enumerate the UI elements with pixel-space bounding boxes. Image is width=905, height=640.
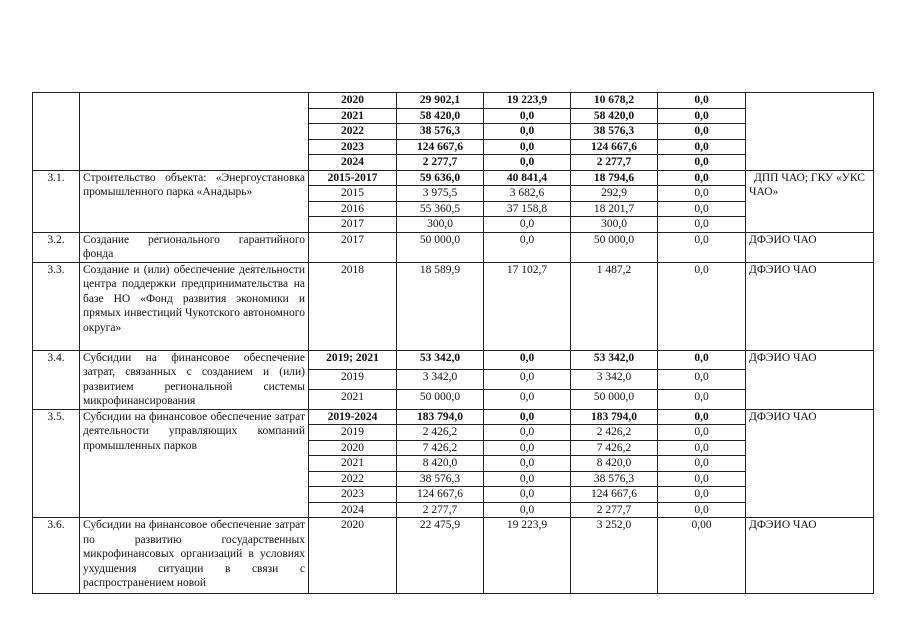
year-cell: 2018 bbox=[309, 262, 397, 350]
amount-cell: 2 426,2 bbox=[571, 425, 658, 441]
year-cell: 2020 bbox=[309, 93, 397, 109]
amount-cell: 0,0 bbox=[658, 170, 746, 186]
amount-cell: 40 841,4 bbox=[484, 170, 571, 186]
amount-cell: 0,0 bbox=[484, 232, 571, 262]
amount-cell: 1 487,2 bbox=[571, 262, 658, 350]
amount-cell: 0,0 bbox=[484, 108, 571, 124]
row-number: 3.2. bbox=[33, 232, 80, 262]
amount-cell: 37 158,8 bbox=[484, 201, 571, 217]
amount-cell: 50 000,0 bbox=[397, 389, 484, 409]
amount-cell: 0,0 bbox=[484, 139, 571, 155]
amount-cell: 292,9 bbox=[571, 186, 658, 202]
amount-cell: 38 576,3 bbox=[397, 124, 484, 140]
year-cell: 2019-2024 bbox=[309, 409, 397, 425]
amount-cell: 3 975,5 bbox=[397, 186, 484, 202]
year-cell: 2017 bbox=[309, 217, 397, 233]
amount-cell: 59 636,0 bbox=[397, 170, 484, 186]
year-cell: 2022 bbox=[309, 124, 397, 140]
amount-cell: 124 667,6 bbox=[571, 139, 658, 155]
executor: ДПП ЧАО; ГКУ «УКС ЧАО» bbox=[746, 170, 874, 232]
amount-cell: 0,00 bbox=[658, 518, 746, 594]
measure-name: Строительство объекта: «Энергоустановка промышленного парка «Анадырь» bbox=[80, 170, 309, 232]
amount-cell: 124 667,6 bbox=[397, 139, 484, 155]
year-cell: 2021 bbox=[309, 456, 397, 472]
amount-cell: 2 277,7 bbox=[397, 502, 484, 518]
amount-cell: 7 426,2 bbox=[571, 440, 658, 456]
measure-name: Субсидии на финансовое обеспечение затрат, связанных с созданием и (или) развитием региональной системы микрофинансирования bbox=[80, 350, 309, 409]
amount-cell: 124 667,6 bbox=[571, 487, 658, 503]
amount-cell: 0,0 bbox=[484, 487, 571, 503]
amount-cell: 17 102,7 bbox=[484, 262, 571, 350]
measure-name: Субсидии на финансовое обеспечение затрат по развитию государственных микрофинансовых организаций в условиях ухудшения ситуации в связи с распространением новой bbox=[80, 518, 309, 594]
budget-table bbox=[32, 92, 874, 594]
year-cell: 2017 bbox=[309, 232, 397, 262]
row-number: 3.6. bbox=[33, 518, 80, 594]
amount-cell: 0,0 bbox=[658, 186, 746, 202]
row-number bbox=[33, 93, 80, 171]
row-number: 3.5. bbox=[33, 409, 80, 518]
amount-cell: 50 000,0 bbox=[571, 232, 658, 262]
year-cell: 2016 bbox=[309, 201, 397, 217]
amount-cell: 7 426,2 bbox=[397, 440, 484, 456]
amount-cell: 10 678,2 bbox=[571, 93, 658, 109]
measure-name: Создание и (или) обеспечение деятельности центра поддержки предпринимательства на базе НО «Фонд развития экономики и прямых инвестиций Чукотского автономного округа» bbox=[80, 262, 309, 350]
amount-cell: 58 420,0 bbox=[571, 108, 658, 124]
amount-cell: 0,0 bbox=[658, 124, 746, 140]
year-cell: 2023 bbox=[309, 487, 397, 503]
amount-cell: 55 360,5 bbox=[397, 201, 484, 217]
amount-cell: 8 420,0 bbox=[397, 456, 484, 472]
year-cell: 2019 bbox=[309, 425, 397, 441]
amount-cell: 19 223,9 bbox=[484, 518, 571, 594]
amount-cell: 0,0 bbox=[658, 232, 746, 262]
executor: ДФЭИО ЧАО bbox=[746, 518, 874, 594]
year-cell: 2015 bbox=[309, 186, 397, 202]
amount-cell: 2 277,7 bbox=[397, 155, 484, 171]
table-row bbox=[33, 350, 874, 370]
amount-cell: 2 277,7 bbox=[571, 502, 658, 518]
row-number: 3.4. bbox=[33, 350, 80, 409]
measure-name: Субсидии на финансовое обеспечение затрат деятельности управляющих компаний промышленных парков bbox=[80, 409, 309, 518]
amount-cell: 53 342,0 bbox=[571, 350, 658, 370]
year-cell: 2020 bbox=[309, 440, 397, 456]
amount-cell: 38 576,3 bbox=[571, 471, 658, 487]
amount-cell: 0,0 bbox=[484, 502, 571, 518]
executor: ДФЭИО ЧАО bbox=[746, 350, 874, 409]
amount-cell: 0,0 bbox=[658, 370, 746, 390]
amount-cell: 58 420,0 bbox=[397, 108, 484, 124]
amount-cell: 300,0 bbox=[571, 217, 658, 233]
amount-cell: 183 794,0 bbox=[397, 409, 484, 425]
year-cell: 2022 bbox=[309, 471, 397, 487]
amount-cell: 18 589,9 bbox=[397, 262, 484, 350]
year-cell: 2023 bbox=[309, 139, 397, 155]
table-row bbox=[33, 232, 874, 262]
amount-cell: 0,0 bbox=[658, 350, 746, 370]
amount-cell: 3 682,6 bbox=[484, 186, 571, 202]
amount-cell: 0,0 bbox=[484, 124, 571, 140]
amount-cell: 0,0 bbox=[658, 93, 746, 109]
amount-cell: 0,0 bbox=[484, 471, 571, 487]
amount-cell: 0,0 bbox=[484, 350, 571, 370]
table-row bbox=[33, 409, 874, 425]
amount-cell: 0,0 bbox=[658, 389, 746, 409]
amount-cell: 0,0 bbox=[484, 409, 571, 425]
amount-cell: 0,0 bbox=[658, 262, 746, 350]
amount-cell: 0,0 bbox=[658, 487, 746, 503]
amount-cell: 22 475,9 bbox=[397, 518, 484, 594]
amount-cell: 0,0 bbox=[658, 108, 746, 124]
amount-cell: 2 277,7 bbox=[571, 155, 658, 171]
amount-cell: 50 000,0 bbox=[397, 232, 484, 262]
amount-cell: 0,0 bbox=[658, 456, 746, 472]
amount-cell: 29 902,1 bbox=[397, 93, 484, 109]
amount-cell: 124 667,6 bbox=[397, 487, 484, 503]
amount-cell: 3 342,0 bbox=[571, 370, 658, 390]
measure-name bbox=[80, 93, 309, 171]
year-cell: 2021 bbox=[309, 389, 397, 409]
amount-cell: 0,0 bbox=[484, 370, 571, 390]
table-body bbox=[33, 93, 874, 594]
executor: ДФЭИО ЧАО bbox=[746, 409, 874, 518]
amount-cell: 0,0 bbox=[484, 155, 571, 171]
row-number: 3.1. bbox=[33, 170, 80, 232]
amount-cell: 53 342,0 bbox=[397, 350, 484, 370]
year-cell: 2019 bbox=[309, 370, 397, 390]
amount-cell: 2 426,2 bbox=[397, 425, 484, 441]
amount-cell: 0,0 bbox=[484, 425, 571, 441]
amount-cell: 0,0 bbox=[658, 155, 746, 171]
amount-cell: 3 252,0 bbox=[571, 518, 658, 594]
year-cell: 2021 bbox=[309, 108, 397, 124]
amount-cell: 0,0 bbox=[484, 456, 571, 472]
amount-cell: 38 576,3 bbox=[397, 471, 484, 487]
table-row bbox=[33, 518, 874, 594]
row-number: 3.3. bbox=[33, 262, 80, 350]
year-cell: 2020 bbox=[309, 518, 397, 594]
amount-cell: 0,0 bbox=[484, 440, 571, 456]
year-cell: 2024 bbox=[309, 502, 397, 518]
amount-cell: 38 576,3 bbox=[571, 124, 658, 140]
amount-cell: 0,0 bbox=[658, 440, 746, 456]
amount-cell: 0,0 bbox=[484, 389, 571, 409]
amount-cell: 0,0 bbox=[658, 217, 746, 233]
measure-name: Создание регионального гарантийного фонда bbox=[80, 232, 309, 262]
amount-cell: 0,0 bbox=[658, 139, 746, 155]
amount-cell: 18 201,7 bbox=[571, 201, 658, 217]
amount-cell: 3 342,0 bbox=[397, 370, 484, 390]
year-cell: 2024 bbox=[309, 155, 397, 171]
table-row bbox=[33, 262, 874, 350]
amount-cell: 0,0 bbox=[658, 201, 746, 217]
amount-cell: 0,0 bbox=[658, 502, 746, 518]
amount-cell: 0,0 bbox=[658, 471, 746, 487]
amount-cell: 0,0 bbox=[658, 425, 746, 441]
table-row bbox=[33, 170, 874, 186]
amount-cell: 183 794,0 bbox=[571, 409, 658, 425]
amount-cell: 8 420,0 bbox=[571, 456, 658, 472]
year-cell: 2015-2017 bbox=[309, 170, 397, 186]
executor: ДФЭИО ЧАО bbox=[746, 232, 874, 262]
executor bbox=[746, 93, 874, 171]
amount-cell: 50 000,0 bbox=[571, 389, 658, 409]
amount-cell: 19 223,9 bbox=[484, 93, 571, 109]
amount-cell: 300,0 bbox=[397, 217, 484, 233]
amount-cell: 18 794,6 bbox=[571, 170, 658, 186]
year-cell: 2019; 2021 bbox=[309, 350, 397, 370]
amount-cell: 0,0 bbox=[484, 217, 571, 233]
executor: ДФЭИО ЧАО bbox=[746, 262, 874, 350]
amount-cell: 0,0 bbox=[658, 409, 746, 425]
table-row bbox=[33, 93, 874, 109]
